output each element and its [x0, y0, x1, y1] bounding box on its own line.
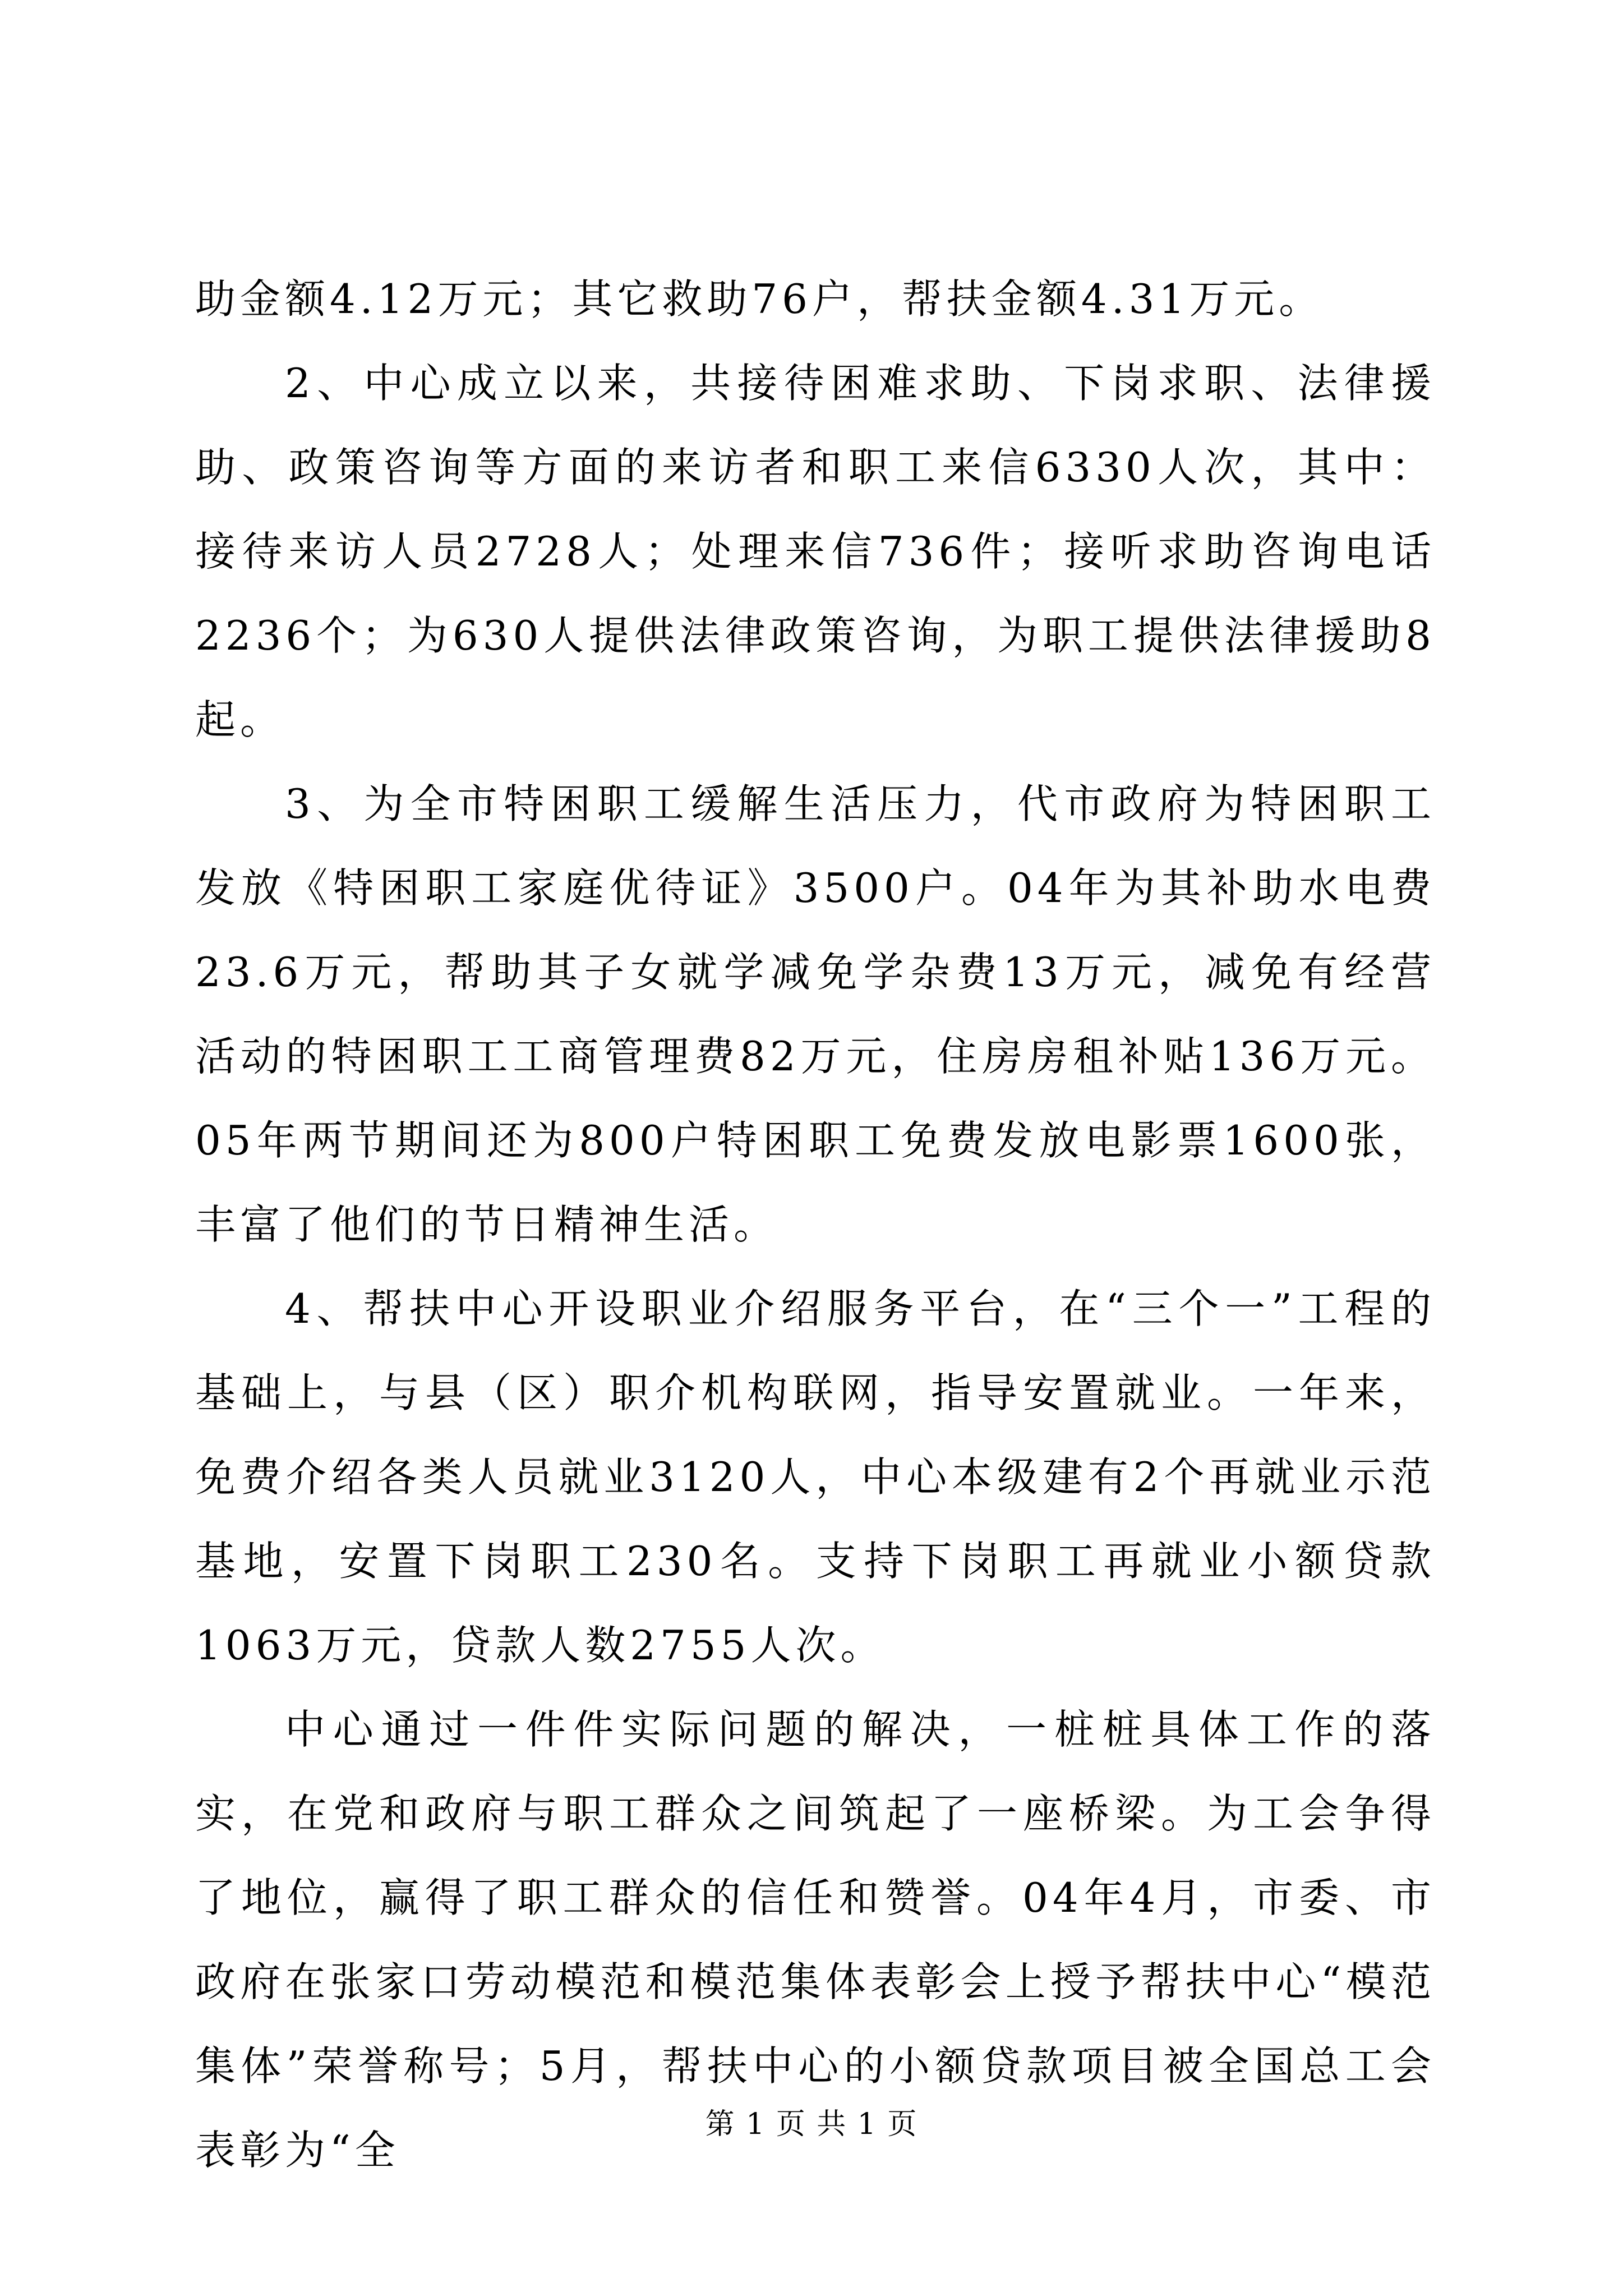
paragraph-item-4: 4、帮扶中心开设职业介绍服务平台，在“三个一”工程的基础上，与县（区）职介机构联网，指导安置就业。一年来，免费介绍各类人员就业3120人，中心本级建有2个再就业示范基地，安置下岗职工230名。支持下岗职工再就业小额贷款1063万元，贷款人数2755人次。 [195, 1285, 1436, 1669]
paragraph-summary: 中心通过一件件实际问题的解决，一桩桩具体工作的落实，在党和政府与职工群众之间筑起了一座桥梁。为工会争得了地位，赢得了职工群众的信任和赞誉。04年4月，市委、市政府在张家口劳动模范和模范集体表彰会上授予帮扶中心“模范集体”荣誉称号；5月，帮扶中心的小额贷款项目被全国总工会表彰为“全 [195, 1706, 1436, 2174]
paragraph-item-3: 3、为全市特困职工缓解生活压力，代市政府为特困职工发放《特困职工家庭优待证》3500户。04年为其补助水电费23.6万元，帮助其子女就学减免学杂费13万元，减免有经营活动的特困职工工商管理费82万元，住房房租补贴136万元。05年两节期间还为800户特困职工免费发放电影票1600张，丰富了他们的节日精神生活。 [195, 780, 1436, 1248]
page-footer [0, 2105, 1623, 2144]
paragraph-item-2: 2、中心成立以来，共接待困难求助、下岗求职、法律援助、政策咨询等方面的来访者和职工来信6330人次，其中：接待来访人员2728人；处理来信736件；接听求助咨询电话2236个；为630人提供法律政策咨询，为职工提供法律援助8起。 [195, 360, 1436, 743]
paragraph-continuation: 助金额4.12万元；其它救助76户，帮扶金额4.31万元。 [195, 275, 1324, 323]
document-body [195, 257, 1436, 2192]
page-number-label: 第 1 页 共 1 页 [705, 2108, 918, 2141]
